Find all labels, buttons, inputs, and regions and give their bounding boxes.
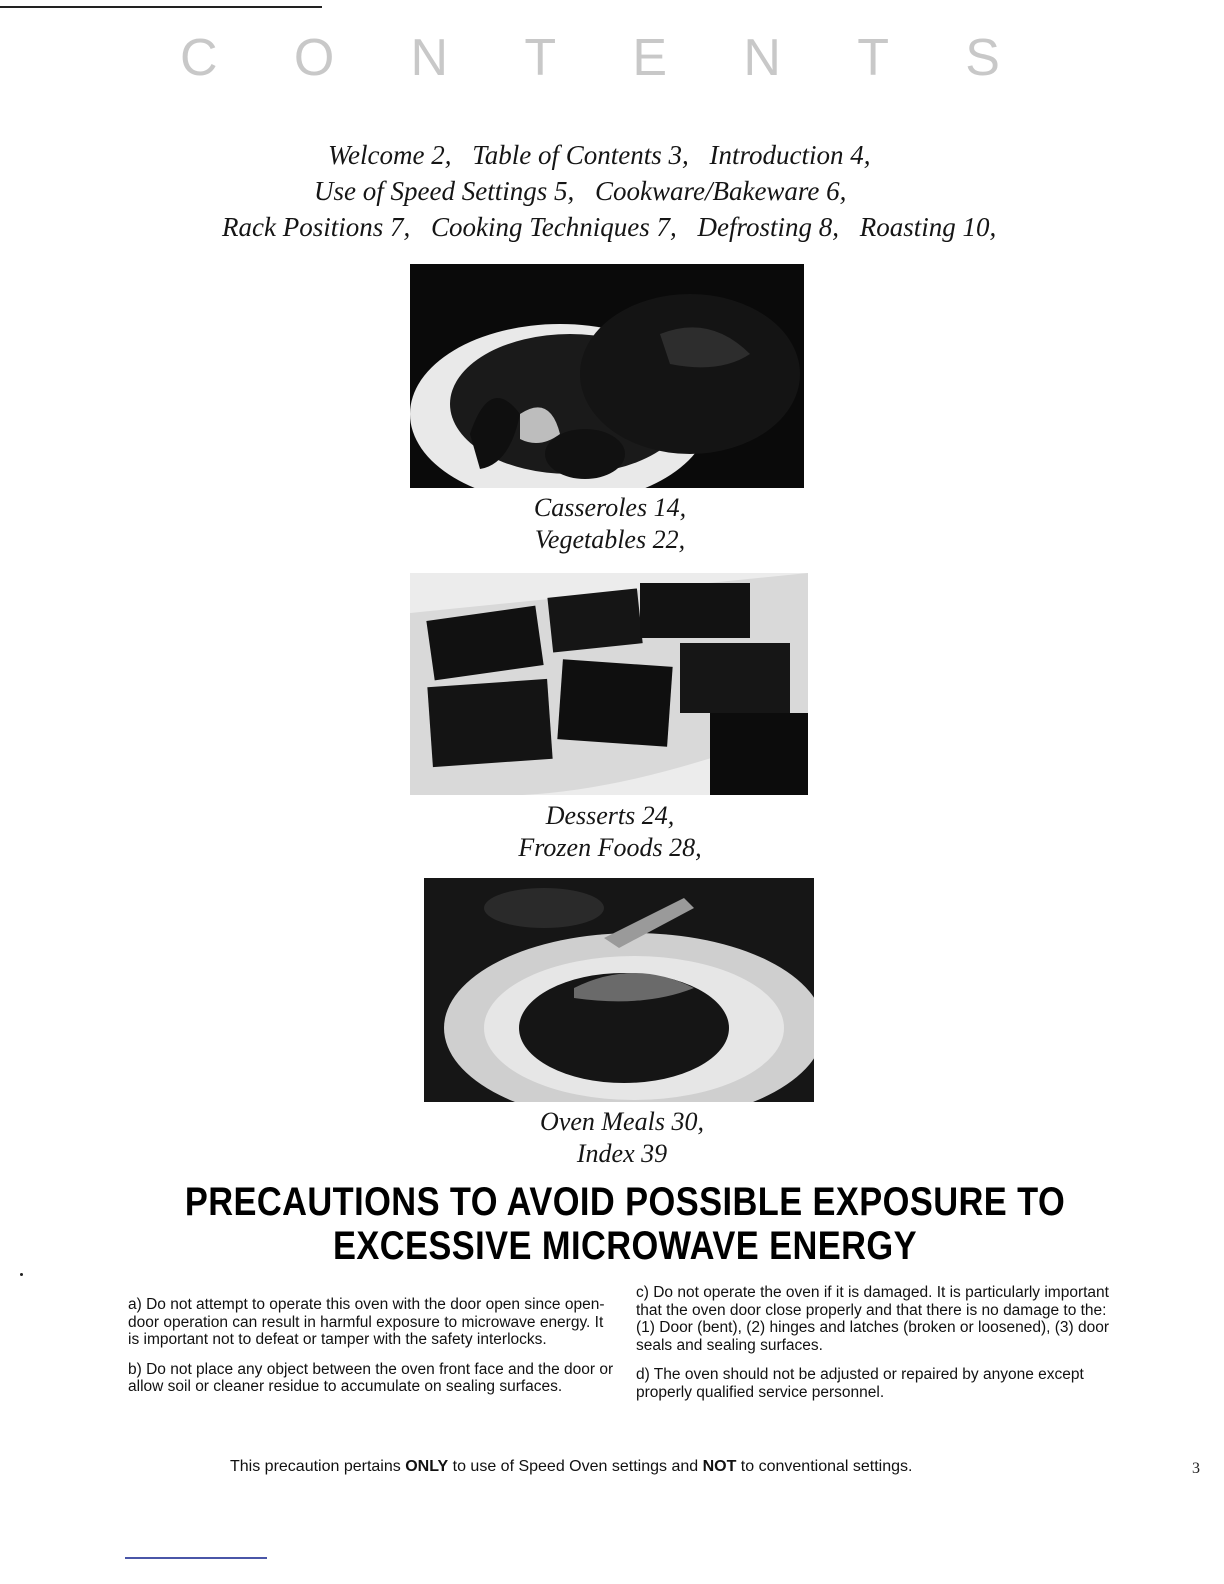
caption-desserts: Desserts 24, [545, 801, 675, 830]
toc-item-defrosting: Defrosting 8, [697, 212, 839, 242]
warning-right-column [636, 1284, 1128, 1413]
heading-letter: N [410, 29, 449, 87]
toc-item-cookware: Cookware/Bakeware 6, [594, 176, 847, 206]
caption-casseroles-vegetables [460, 492, 760, 556]
contents-heading [180, 28, 1000, 88]
top-rule [0, 6, 322, 8]
precaution-c: c) Do not operate the oven if it is damaged. It is particularly important that the oven door close properly and that there is no damage to the: (1) Door (bent), (2) hinges and latches (broken or loosened), (3) door seals and sealing surfaces. [636, 1284, 1109, 1354]
note-text-end: to conventional settings. [736, 1458, 913, 1475]
desserts-photo [410, 573, 808, 795]
heading-letter: T [857, 29, 889, 87]
toc-line-3 [222, 212, 1010, 243]
note-not: NOT [702, 1458, 737, 1475]
toc-item-welcome: Welcome 2, [328, 140, 452, 170]
caption-frozen-foods: Frozen Foods 28, [518, 833, 702, 862]
toc-line-1 [328, 140, 885, 171]
toc-item-introduction: Introduction 4, [709, 140, 871, 170]
caption-vegetables: Vegetables 22, [534, 525, 686, 554]
note-only: ONLY [405, 1458, 449, 1475]
precaution-note [230, 1458, 1050, 1476]
precaution-d: d) The oven should not be adjusted or repaired by anyone except properly qualified service personnel. [636, 1366, 1084, 1401]
caption-oven-meals-index [472, 1106, 772, 1170]
caption-desserts-frozen [460, 800, 760, 864]
heading-letter: S [965, 29, 1000, 87]
heading-letter: N [743, 29, 781, 87]
heading-letter: C [180, 29, 218, 87]
note-text-middle: to use of Speed Oven settings and [448, 1458, 703, 1475]
heading-letter: O [293, 29, 335, 87]
warning-title-line-2: EXCESSIVE MICROWAVE ENERGY [333, 1224, 917, 1268]
heading-letter: T [524, 29, 557, 87]
caption-oven-meals: Oven Meals 30, [540, 1107, 704, 1136]
precaution-b: b) Do not place any object between the oven front face and the door or allow soil or cleaner residue to accumulate on sealing surfaces. [128, 1360, 614, 1395]
note-text-start: This precaution pertains [230, 1458, 406, 1475]
warning-title-line-1: PRECAUTIONS TO AVOID POSSIBLE EXPOSURE TO [184, 1180, 1066, 1224]
caption-casseroles: Casseroles 14, [533, 493, 687, 522]
margin-dot [20, 1273, 23, 1276]
bottom-rule [125, 1557, 267, 1559]
heading-letter: E [632, 29, 668, 87]
warning-title [182, 1180, 1068, 1268]
warning-left-column [128, 1296, 614, 1408]
oven-meals-photo [424, 878, 814, 1102]
toc-item-speed-settings: Use of Speed Settings 5, [314, 176, 575, 206]
toc-line-2 [314, 176, 860, 207]
toc-item-table-of-contents: Table of Contents 3, [472, 140, 689, 170]
casserole-photo [410, 264, 804, 488]
precaution-a: a) Do not attempt to operate this oven with the door open since open-door operation can result in harmful exposure to microwave energy. It is important not to defeat or tamper with the safety interlocks. [128, 1296, 605, 1348]
toc-item-cooking-techniques: Cooking Techniques 7, [430, 212, 677, 242]
caption-index: Index 39 [576, 1139, 668, 1168]
toc-item-roasting: Roasting 10, [859, 212, 997, 242]
page-number: 3 [1192, 1460, 1200, 1477]
toc-item-rack-positions: Rack Positions 7, [222, 212, 411, 242]
